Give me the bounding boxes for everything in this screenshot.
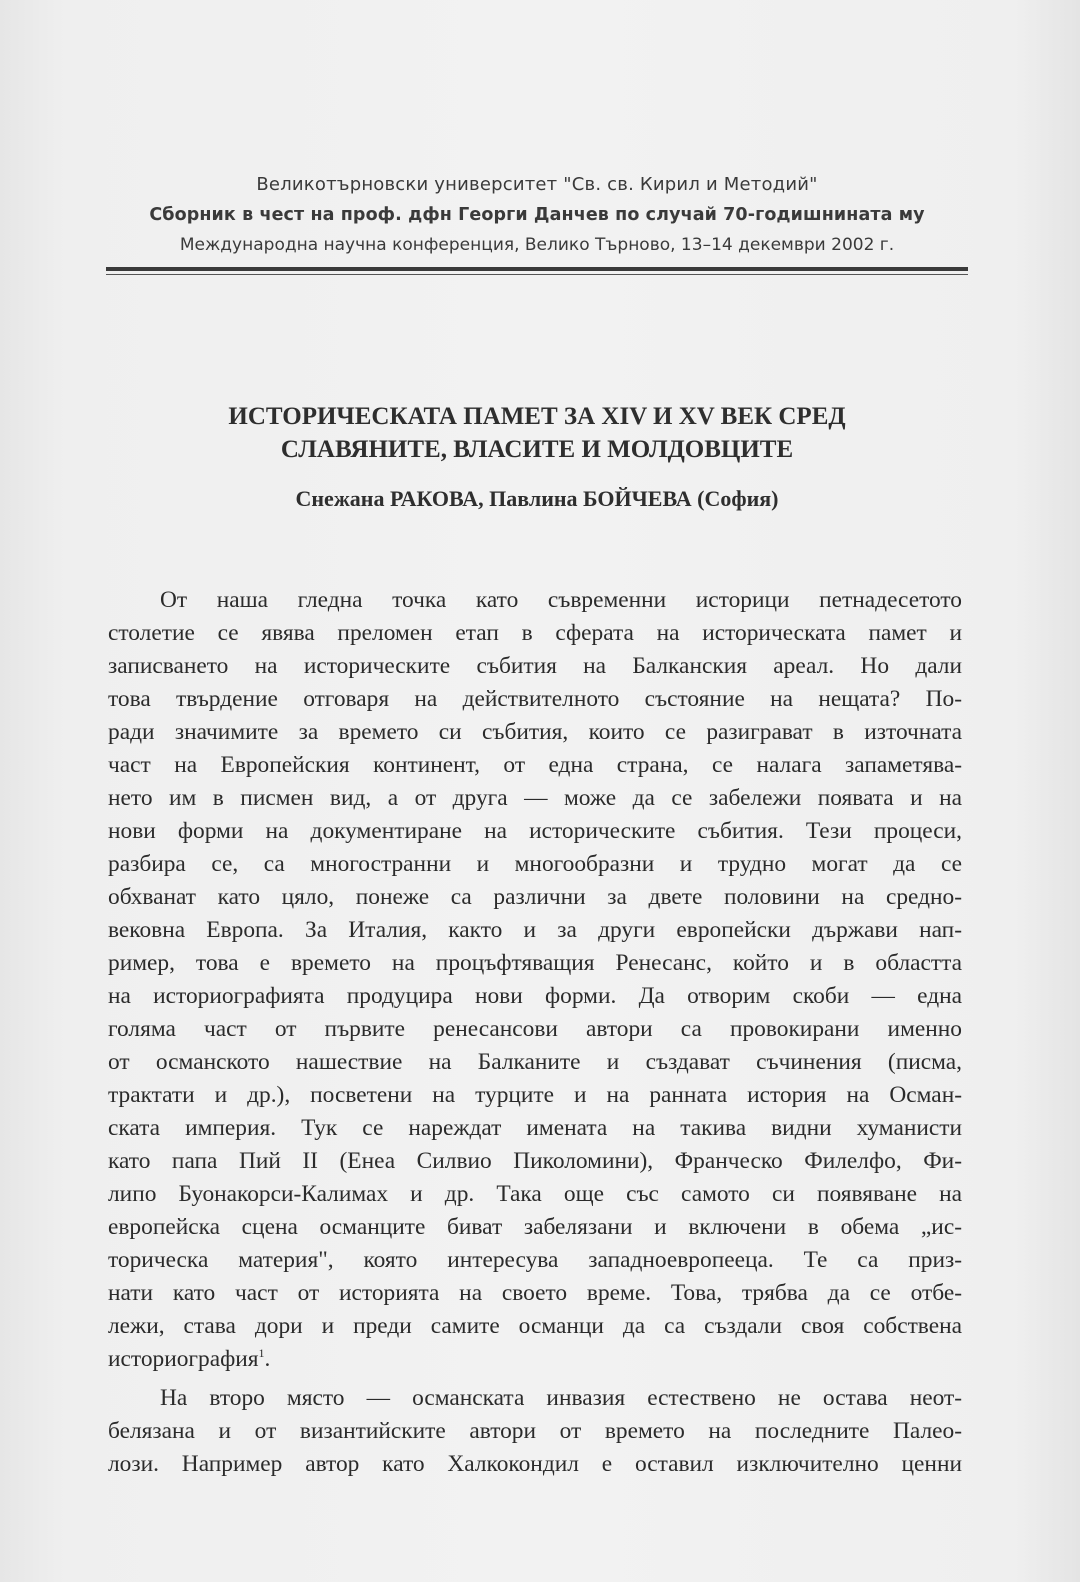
text-line: обхванат като цяло, понеже са различни за двете половини на средно- (108, 884, 962, 910)
text-line: столетие се явява преломен етап в сферата на историческата памет и (108, 620, 962, 646)
publication-header (106, 170, 968, 260)
paragraph-2 (108, 1382, 962, 1481)
text-line-last: историография$^1$. (108, 1346, 271, 1372)
text-line: разбира се, са многостранни и многообразни и трудно могат да се (108, 851, 962, 877)
text-line: като папа Пий II (Енеа Силвио Пиколомини), Франческо Филелфо, Фи- (108, 1148, 962, 1174)
article-body (108, 584, 962, 1481)
text-line: белязана и от византийските автори от времето на последните Палео- (108, 1418, 962, 1444)
article-title (106, 400, 968, 466)
text-line: нати като част от историята на своето време. Това, трябва да се отбе- (108, 1280, 962, 1306)
text-line: ската империя. Тук се нареждат имената на такива видни хуманисти (108, 1115, 962, 1141)
title-line-1: ИСТОРИЧЕСКАТА ПАМЕТ ЗА XIV И XV ВЕК СРЕД (228, 403, 846, 430)
text-line: липо Буонакорси-Калимах и др. Така още със самото си появяване на (108, 1181, 962, 1207)
text-line: голяма част от първите ренесансови автори са провокирани именно (108, 1016, 962, 1042)
collection-title: Сборник в чест на проф. дфн Георги Данчев по случай 70-годишнината му (149, 205, 925, 225)
text-fragment: историография (108, 1346, 259, 1372)
text-line: трактати и др.), посветени на турците и на ранната история на Осман- (108, 1082, 962, 1108)
text-line: нето им в писмен вид, а от друга — може да се забележи появата и на (108, 785, 962, 811)
paragraph-1 (108, 584, 962, 1376)
article-authors: Снежана РАКОВА, Павлина БОЙЧЕВА (София) (295, 486, 779, 511)
text-line: европейска сцена османците биват забелязани и включени в обема „ис- (108, 1214, 962, 1240)
text-line: от османското нашествие на Балканите и създават съчинения (писма, (108, 1049, 962, 1075)
text-line: На второ място — османската инвазия естествено не остава неот- (160, 1385, 962, 1411)
text-line: От наша гледна точка като съвременни историци петнадесетото (160, 587, 962, 613)
text-line: ример, това е времето на процъфтяващия Ренесанс, който и в областта (108, 950, 962, 976)
title-line-2: СЛАВЯНИТЕ, ВЛАСИТЕ И МОЛДОВЦИТЕ (280, 436, 794, 463)
text-line: ради значимите за времето си събития, които се разиграват в източната (108, 719, 962, 745)
header-rule-thin (106, 274, 968, 275)
header-rule (106, 267, 968, 271)
text-line: лежи, става дори и преди самите османци да са създали своя собствена (108, 1313, 962, 1339)
conference-info: Международна научна конференция, Велико Търново, 13–14 декември 2002 г. (179, 235, 895, 255)
text-line: лози. Например автор като Халкокондил е оставил изключително ценни (108, 1451, 962, 1477)
text-line: торическа материя", която интересува западноевропееца. Те са приз- (108, 1247, 962, 1273)
text-line: на историографията продуцира нови форми. Да отворим скоби — една (108, 983, 962, 1009)
university-name: Великотърновски университет "Св. св. Кирил и Методий" (256, 174, 818, 195)
text-line: вековна Европа. За Италия, както и за други европейски държави нап- (108, 917, 962, 943)
text-line: нови форми на документиране на историческите събития. Тези процеси, (108, 818, 962, 844)
footnote-reference[interactable]: 1 (258, 1346, 265, 1361)
text-line: част на Европейския континент, от една страна, се налага запаметява- (108, 752, 962, 778)
text-line: това твърдение отговаря на действителното състояние на нещата? По- (108, 686, 962, 712)
text-line: записването на историческите събития на Балканския ареал. Но дали (108, 653, 962, 679)
